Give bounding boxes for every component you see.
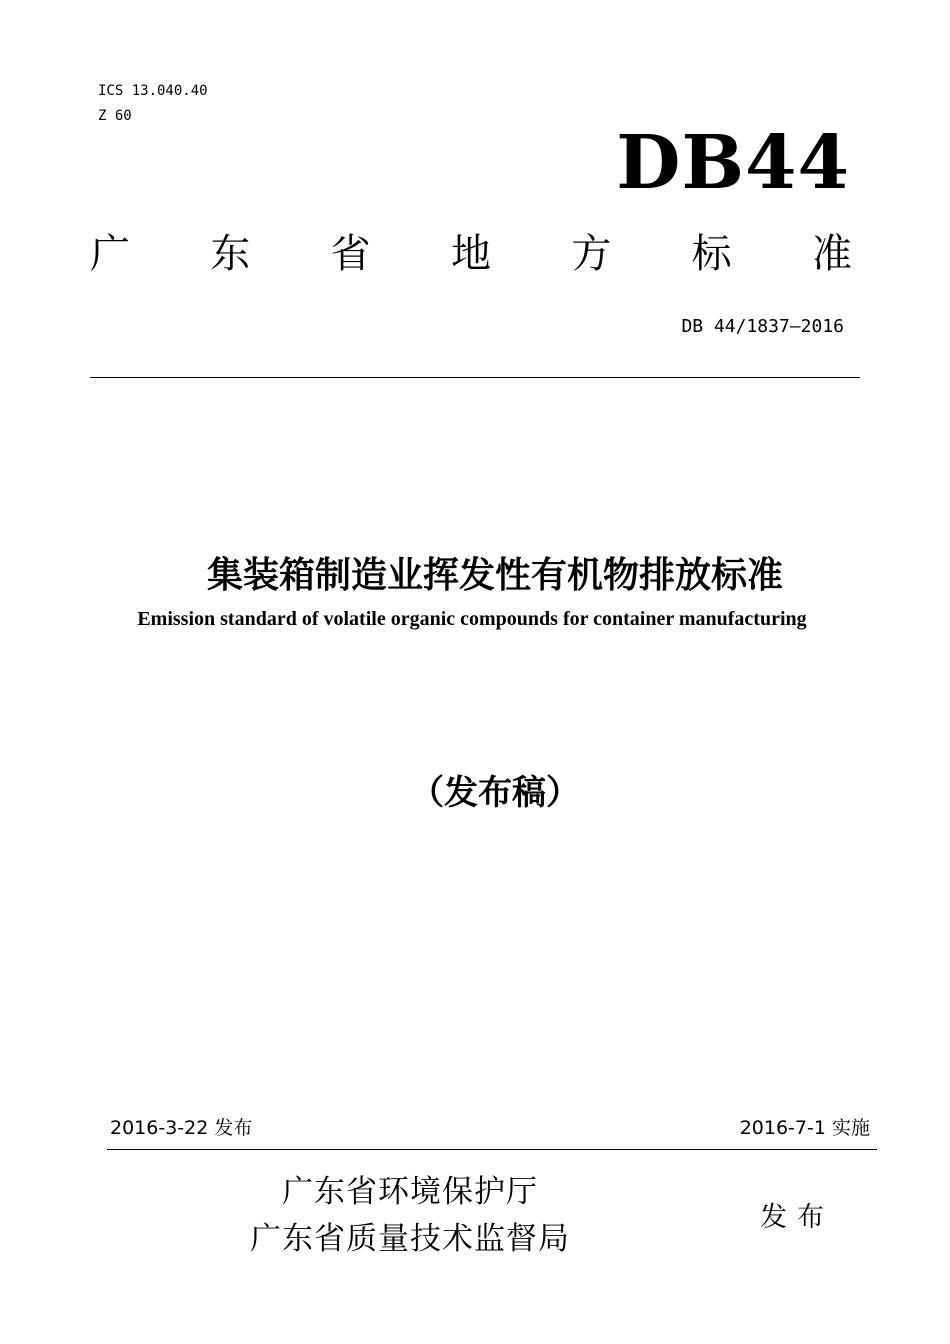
draft-note: （发布稿） — [410, 773, 580, 813]
footer-divider — [107, 1149, 877, 1150]
ccs-code: Z 60 — [98, 108, 132, 124]
issue-date: 2016-3-22 发布 — [110, 1117, 253, 1139]
standard-level-char: 广 — [90, 231, 130, 277]
standard-number: DB 44/1837—2016 — [681, 316, 844, 337]
standard-level-char: 方 — [571, 231, 612, 277]
implementation-date: 2016-7-1 实施 — [739, 1117, 870, 1139]
title-chinese: 集装箱制造业挥发性有机物排放标准 — [206, 555, 783, 596]
standard-level-char: 省 — [330, 231, 371, 277]
db-logo: DB44 — [616, 120, 850, 206]
standard-level-heading — [90, 228, 852, 280]
title-english: Emission standard of volatile organic compounds for container manufacturing — [137, 608, 807, 630]
standard-level-char: 标 — [691, 231, 732, 277]
standard-level-char: 东 — [210, 231, 251, 277]
publish-label: 发布 — [760, 1202, 834, 1233]
issuer-environmental-protection: 广东省环境保护厅 — [282, 1174, 538, 1210]
standard-level-char: 准 — [811, 231, 852, 277]
header-divider — [90, 377, 860, 378]
standard-level-char: 地 — [450, 231, 491, 277]
issuer-quality-supervision: 广东省质量技术监督局 — [250, 1221, 570, 1257]
ics-code: ICS 13.040.40 — [98, 83, 208, 99]
